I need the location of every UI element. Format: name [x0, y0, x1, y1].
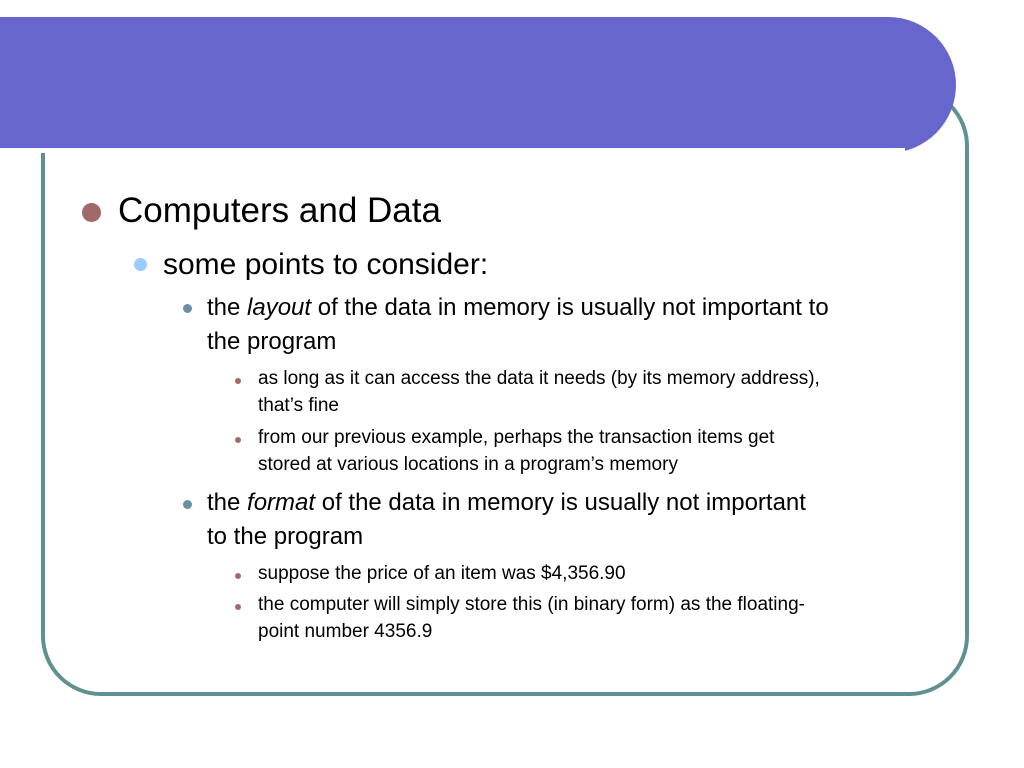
point2-sub1-bullet-icon [235, 573, 241, 579]
point1-sub1-bullet-icon [235, 378, 241, 384]
point1-sub1-line1: as long as it can access the data it needs (by its memory address), [258, 368, 820, 389]
point1-emphasis: layout [247, 294, 312, 321]
point2-bullet-icon [183, 500, 192, 509]
level1-heading: Computers and Data [118, 191, 441, 230]
point2-sub1-line1: suppose the price of an item was $4,356.90 [258, 563, 626, 584]
point2-pre: the [207, 489, 248, 516]
point1-pre: the [207, 294, 248, 321]
point2-line2: to the program [207, 523, 364, 550]
point1-bullet-icon [183, 304, 192, 313]
point2-post: of the data in memory is usually not important [315, 489, 806, 516]
point1-sub2-line2: stored at various locations in a program’s memory [258, 454, 678, 475]
point1-line1 [207, 296, 829, 320]
point2-sub2-line2: point number 4356.9 [258, 621, 433, 642]
point1-sub2-line1: from our previous example, perhaps the transaction items get [258, 427, 775, 448]
point2-line1 [207, 491, 806, 515]
header-band [0, 17, 956, 153]
point2-emphasis: format [247, 489, 316, 516]
point1-post: of the data in memory is usually not important to [311, 294, 829, 321]
point1-line2: the program [207, 328, 337, 355]
point1-sub2-bullet-icon [235, 437, 241, 443]
level2-heading: some points to consider: [163, 248, 489, 281]
point2-sub2-line1: the computer will simply store this (in binary form) as the floating- [258, 594, 805, 615]
level1-bullet-icon [82, 203, 101, 222]
point1-sub1-line2: that’s fine [258, 395, 339, 416]
header-divider-line [0, 148, 905, 153]
level2-bullet-icon [134, 258, 147, 271]
point2-sub2-bullet-icon [235, 604, 241, 610]
